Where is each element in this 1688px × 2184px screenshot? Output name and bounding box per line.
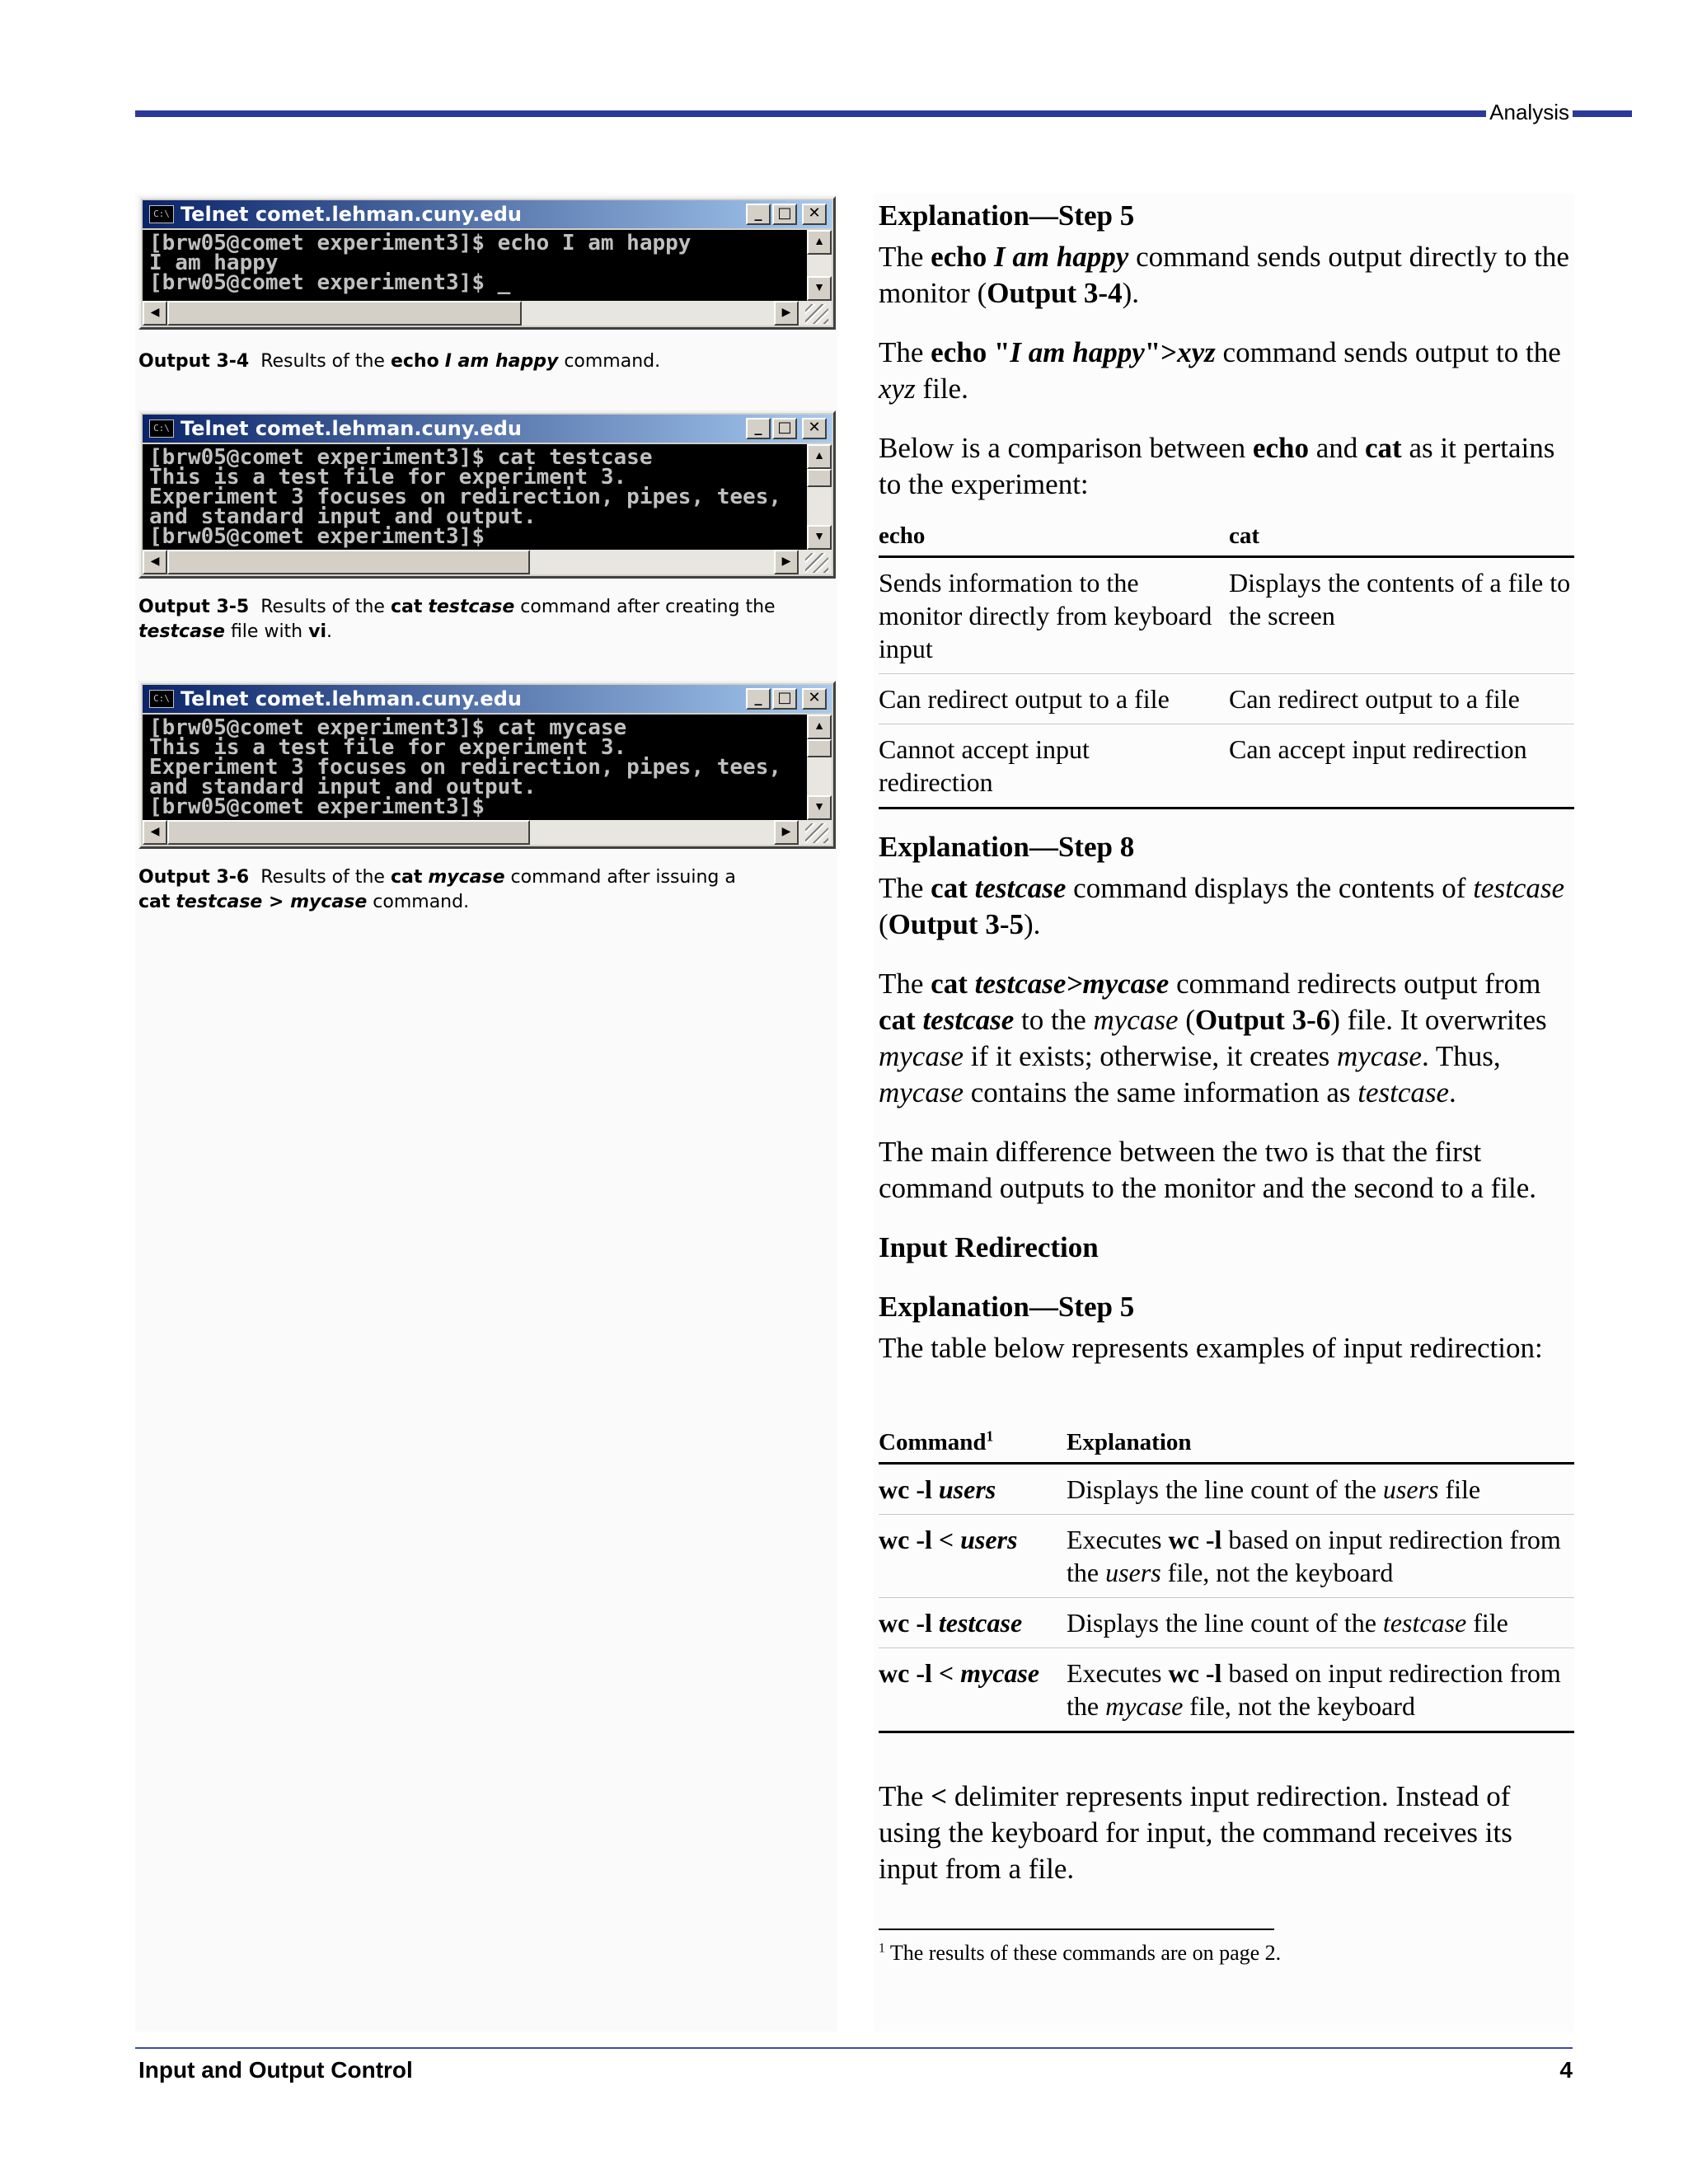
caption-output-3-4: Output 3-4 Results of the echo I am happy command. [138,351,661,372]
table-cell: Displays the contents of a file to the screen [1229,557,1574,674]
minimize-button[interactable]: _ [746,688,771,710]
console-icon: C:\ [149,419,174,438]
caption-output-3-6: Output 3-6 Results of the cat mycase command after issuing a cat testcase > mycase command. [138,867,736,912]
table-cell: wc -l < mycase [879,1648,1067,1732]
close-button[interactable]: ✕ [802,688,827,710]
table-cell: Executes wc -l based on input redirection from the users file, not the keyboard [1067,1515,1574,1598]
heading-explanation-step8: Explanation—Step 8 [879,831,1135,863]
terminal-output[interactable]: [brw05@comet experiment3]$ cat testcase This is a test file for experiment 3. Experiment 3 focuses on redirection, pipes, tees, and standard input and output. [brw05@comet experiment3]$ [143,444,807,550]
scroll-thumb[interactable] [807,739,832,757]
input-redirection-table [879,1422,1574,1733]
heading-explanation-step5b: Explanation—Step 5 [879,1291,1135,1323]
vertical-scrollbar[interactable] [807,230,832,301]
scroll-right-button[interactable]: ▶ [774,820,799,845]
window-titlebar[interactable] [143,415,832,443]
table-row [879,1648,1574,1732]
console-icon: C:\ [149,205,174,223]
scroll-thumb[interactable] [167,550,530,574]
window-title: Telnet comet.lehman.cuny.edu [181,203,522,226]
close-button[interactable]: ✕ [802,204,827,225]
console-icon: C:\ [149,690,174,708]
footnote-rule [879,1929,1274,1930]
table-header: Explanation [1067,1422,1574,1464]
scroll-right-button[interactable]: ▶ [774,550,799,574]
horizontal-scrollbar[interactable] [143,301,832,326]
footnote: $^1$ The results of these commands are on page 2. [879,1941,1282,1965]
scroll-down-button[interactable]: ▼ [807,795,832,820]
table-row [879,1464,1574,1515]
footer-rule [135,2047,1573,2049]
right-text-block-1 [879,198,1574,503]
paragraph-delimiter: The < delimiter represents input redirection. Instead of using the keyboard for input, the command receives its input from a file. [879,1780,1512,1885]
terminal-output[interactable]: [brw05@comet experiment3]$ echo I am happy I am happy [brw05@comet experiment3]$ _ [143,230,807,301]
table-row [879,557,1574,674]
window-title: Telnet comet.lehman.cuny.edu [181,417,522,440]
scroll-up-button[interactable]: ▲ [807,230,832,255]
header-section-label: Analysis [1486,97,1573,127]
scroll-thumb[interactable] [167,301,522,326]
telnet-window-2[interactable] [138,410,836,579]
right-text-block-3 [879,1779,1574,1887]
paragraph-echo-file: The echo "I am happy">xyz command sends output to the xyz file. [879,336,1561,405]
telnet-window-1[interactable] [138,196,836,330]
footer-title: Input and Output Control [138,2057,413,2083]
maximize-button[interactable]: □ [772,418,797,439]
scroll-left-button[interactable]: ◀ [143,550,167,574]
table-cell: Cannot accept input redirection [879,724,1229,808]
scroll-down-button[interactable]: ▼ [807,276,832,301]
window-titlebar[interactable] [143,685,832,713]
horizontal-scrollbar[interactable] [143,820,832,845]
table-cell: Can redirect output to a file [1229,674,1574,724]
paragraph-echo-output: The echo I am happy command sends output directly to the monitor (Output 3-4). [879,241,1569,309]
caption-output-3-5: Output 3-5 Results of the cat testcase command after creating the testcase file with vi. [138,597,776,642]
table-cell: Executes wc -l based on input redirection from the mycase file, not the keyboard [1067,1648,1574,1732]
paragraph-comparison-intro: Below is a comparison between echo and cat as it pertains to the experiment: [879,432,1555,500]
scroll-left-button[interactable]: ◀ [143,820,167,845]
echo-cat-comparison-table [879,516,1574,809]
resize-grip-icon[interactable] [805,823,828,843]
scroll-right-button[interactable]: ▶ [774,301,799,326]
maximize-button[interactable]: □ [772,204,797,225]
page-number: 4 [1559,2057,1573,2083]
right-text-block-2 [879,829,1574,1366]
scroll-thumb[interactable] [167,820,530,845]
paragraph-table-intro: The table below represents examples of input redirection: [879,1332,1543,1364]
table-cell: wc -l < users [879,1515,1067,1598]
scroll-down-button[interactable]: ▼ [807,525,832,550]
terminal-output[interactable]: [brw05@comet experiment3]$ cat mycase This is a test file for experiment 3. Experiment 3 focuses on redirection, pipes, tees, and standard input and output. [brw05@comet experiment3]$ [143,715,807,820]
vertical-scrollbar[interactable] [807,715,832,820]
horizontal-scrollbar[interactable] [143,550,832,574]
table-cell: Displays the line count of the testcase file [1067,1598,1574,1648]
paragraph-cat-redirect: The cat testcase>mycase command redirects output from cat testcase to the mycase (Output 3-6) file. It overwrites mycase if it exists; otherwise, it creates mycase. Thus, mycase contains the same information as testcase. [879,968,1547,1108]
heading-explanation-step5: Explanation—Step 5 [879,199,1135,232]
resize-grip-icon[interactable] [805,304,828,324]
table-cell: wc -l users [879,1464,1067,1515]
paragraph-main-difference: The main difference between the two is that the first command outputs to the monitor and the second to a file. [879,1136,1537,1204]
table-cell: wc -l testcase [879,1598,1067,1648]
table-row [879,1598,1574,1648]
window-title: Telnet comet.lehman.cuny.edu [181,687,522,710]
table-cell: Can redirect output to a file [879,674,1229,724]
maximize-button[interactable]: □ [772,688,797,710]
table-cell: Displays the line count of the users file [1067,1464,1574,1515]
minimize-button[interactable]: _ [746,418,771,439]
scroll-up-button[interactable]: ▲ [807,444,832,469]
minimize-button[interactable]: _ [746,204,771,225]
close-button[interactable]: ✕ [802,418,827,439]
heading-input-redirection: Input Redirection [879,1231,1099,1263]
table-row [879,724,1574,808]
table-header: cat [1229,516,1574,557]
table-header: echo [879,516,1229,557]
telnet-window-3[interactable] [138,681,836,849]
resize-grip-icon[interactable] [805,553,828,573]
header-rule [135,110,1573,117]
scroll-thumb[interactable] [807,469,832,487]
paragraph-cat-testcase: The cat testcase command displays the contents of testcase (Output 3-5). [879,872,1565,940]
window-titlebar[interactable] [143,200,832,228]
table-header: Command$^1$ [879,1422,1067,1464]
table-cell: Sends information to the monitor directly from keyboard input [879,557,1229,674]
table-cell: Can accept input redirection [1229,724,1574,808]
scroll-left-button[interactable]: ◀ [143,301,167,326]
table-row [879,1515,1574,1598]
vertical-scrollbar[interactable] [807,444,832,550]
scroll-up-button[interactable]: ▲ [807,715,832,739]
table-row [879,674,1574,724]
